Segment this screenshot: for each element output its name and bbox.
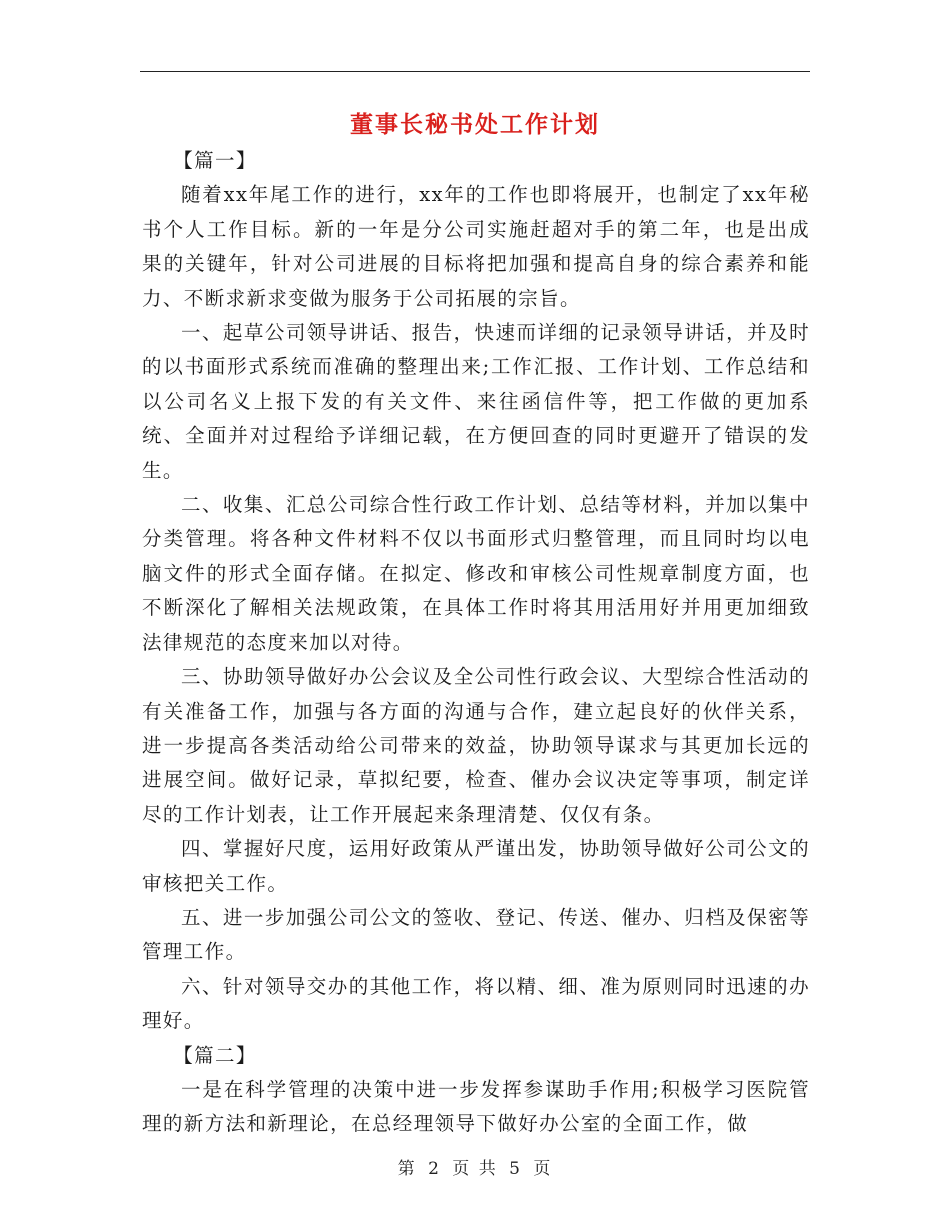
footer-current-page: 2 [428, 1159, 441, 1179]
footer-middle: 页 共 [452, 1159, 498, 1179]
paragraph: 一是在科学管理的决策中进一步发挥参谋助手作用;积极学习医院管理的新方法和新理论，在总经理领导下做好办公室的全面工作，做 [142, 1077, 810, 1136]
paragraph: 三、协助领导做好办公会议及全公司性行政会议、大型综合性活动的有关准备工作，加强与各方面的沟通与合作，建立起良好的伙伴关系，进一步提高各类活动给公司带来的效益，协助领导谋求与其更加长远的进展空间。做好记录，草拟纪要，检查、催办会议决定等事项，制定详尽的工作计划表，让工作开展起来条理清楚、仅仅有条。 [142, 665, 810, 826]
paragraph: 随着xx年尾工作的进行，xx年的工作也即将展开，也制定了xx年秘书个人工作目标。新的一年是分公司实施赶超对手的第二年，也是出成果的关键年，针对公司进展的目标将把加强和提高自身的综合素养和能力、不断求新求变做为服务于公司拓展的宗旨。 [142, 183, 810, 310]
paragraph: 四、掌握好尺度，运用好政策从严谨出发，协助领导做好公司公文的审核把关工作。 [142, 837, 810, 895]
footer-suffix: 页 [533, 1159, 553, 1179]
section-heading-1: 【篇一】 [173, 149, 257, 172]
paragraph: 六、针对领导交办的其他工作，将以精、细、准为原则同时迅速的办理好。 [142, 974, 810, 1033]
page-footer [0, 1154, 950, 1179]
footer-prefix: 第 [397, 1159, 417, 1179]
document-body [142, 144, 810, 1142]
footer-total-pages: 5 [509, 1159, 522, 1179]
paragraph: 一、起草公司领导讲话、报告，快速而详细的记录领导讲话，并及时的以书面形式系统而准确的整理出来;工作汇报、工作计划、工作总结和以公司名义上报下发的有关文件、来往函信件等，把工作做的更加系统、全面并对过程给予详细记载，在方便回查的同时更避开了错误的发生。 [142, 321, 810, 482]
paragraph: 二、收集、汇总公司综合性行政工作计划、总结等材料，并加以集中分类管理。将各种文件材料不仅以书面形式归整管理，而且同时均以电脑文件的形式全面存储。在拟定、修改和审核公司性规章制度方面，也不断深化了解相关法规政策，在具体工作时将其用活用好并用更加细致法律规范的态度来加以对待。 [142, 493, 810, 654]
section-heading-2: 【篇二】 [173, 1043, 257, 1067]
document-title: 董事长秘书处工作计划 [350, 112, 600, 138]
header-rule [140, 71, 810, 72]
paragraph: 五、进一步加强公司公文的签收、登记、传送、催办、归档及保密等管理工作。 [142, 905, 810, 964]
